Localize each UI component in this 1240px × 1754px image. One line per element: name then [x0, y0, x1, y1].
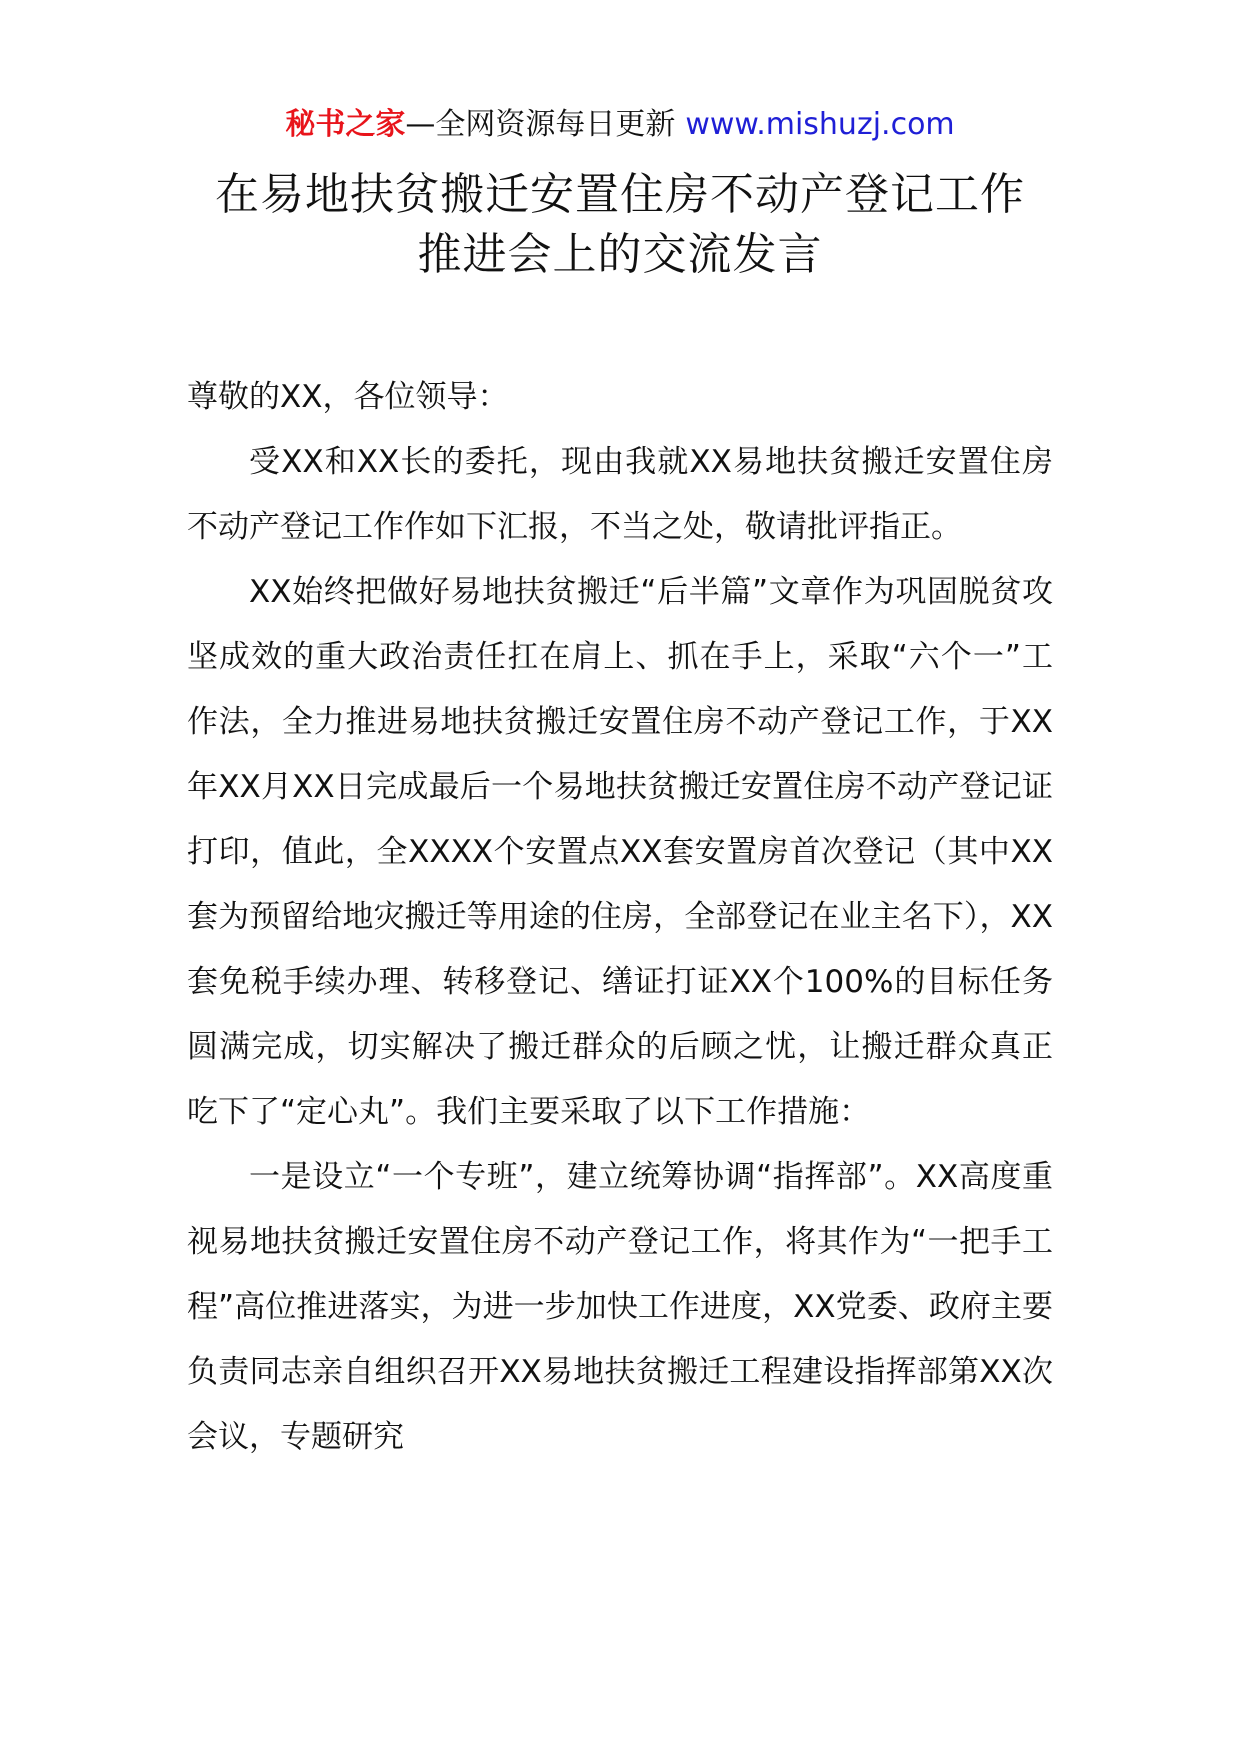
paragraph-1: 受XX和XX长的委托，现由我就XX易地扶贫搬迁安置住房不动产登记工作作如下汇报，不当之处，敬请批评指正。: [187, 444, 1053, 545]
paragraph-2: XX始终把做好易地扶贫搬迁“后半篇”文章作为巩固脱贫攻坚成效的重大政治责任扛在肩上、抓在手上，采取“六个一”工作法，全力推进易地扶贫搬迁安置住房不动产登记工作，于XX年XX月XX日完成最后一个易地扶贫搬迁安置住房不动产登记证打印，值此，全XXXX个安置点XX套安置房首次登记（其中XX套为预留给地灾搬迁等用途的住房，全部登记在业主名下），XX套免税手续办理、转移登记、缮证打证XX个100%的目标任务圆满完成，切实解决了搬迁群众的后顾之忧，让搬迁群众真正吃下了“定心丸”。我们主要采取了以下工作措施：: [187, 574, 1053, 1130]
document-body: [187, 365, 1053, 1470]
site-header: [0, 103, 1240, 147]
title-line-2: 推进会上的交流发言: [417, 229, 823, 280]
header-slogan: —全网资源每日更新: [405, 107, 676, 142]
paragraph-3: 一是设立“一个专班”，建立统筹协调“指挥部”。XX高度重视易地扶贫搬迁安置住房不动产登记工作，将其作为“一把手工程”高位推进落实，为进一步加快工作进度，XX党委、政府主要负责同志亲自组织召开XX易地扶贫搬迁工程建设指挥部第XX次会议，专题研究: [187, 1159, 1053, 1455]
brand-name: 秘书之家: [285, 107, 406, 142]
document-title: [0, 165, 1240, 285]
title-line-1: 在易地扶贫搬迁安置住房不动产登记工作: [215, 169, 1025, 220]
salutation: 尊敬的XX，各位领导：: [187, 379, 509, 415]
site-url-link[interactable]: www.mishuzj.com: [685, 107, 955, 142]
